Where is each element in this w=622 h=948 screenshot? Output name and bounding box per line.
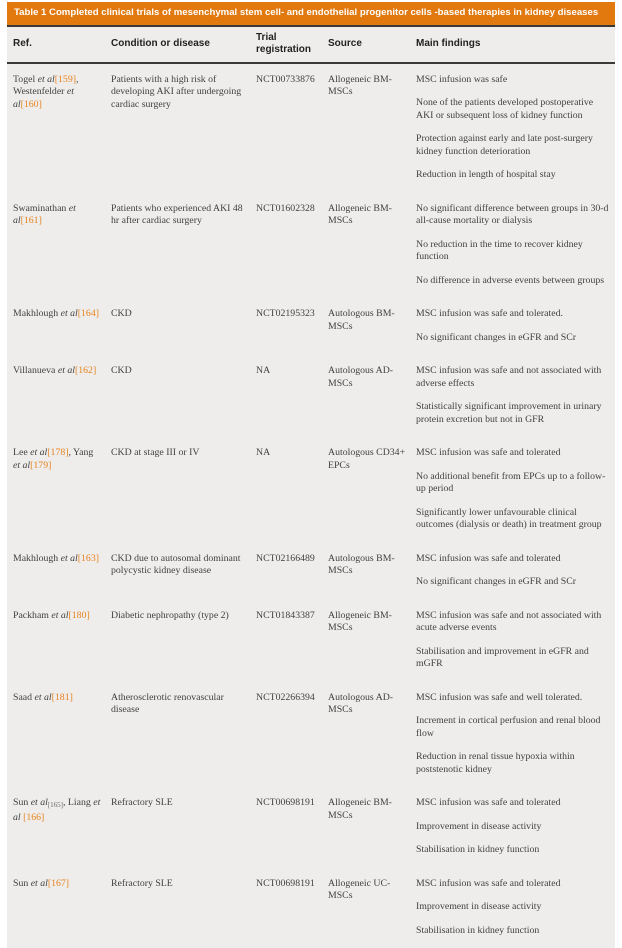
- ref-text: Togel: [13, 74, 38, 85]
- table-row: [7, 64, 615, 193]
- ref-text: Sun: [13, 797, 31, 808]
- condition-cell: CKD: [111, 308, 246, 321]
- citation-link[interactable]: [165]: [48, 801, 63, 809]
- ref-text: et al: [13, 460, 30, 471]
- source-cell: Allogeneic BM-MSCs: [328, 610, 406, 635]
- findings-cell: [416, 308, 609, 355]
- findings-cell: [416, 74, 609, 193]
- finding-item: No significant changes in eGFR and SCr: [416, 576, 609, 589]
- ref-text: et al: [13, 86, 74, 110]
- finding-item: Increment in cortical perfusion and renal blood flow: [416, 715, 609, 740]
- finding-item: Stabilisation and improvement in eGFR and mGFR: [416, 646, 609, 671]
- registration-cell: NCT02166489: [256, 553, 318, 566]
- ref-text: et al: [31, 797, 48, 808]
- ref-text: , Yang: [69, 447, 94, 458]
- ref-text: et al: [13, 203, 76, 227]
- finding-item: Statistically significant improvement in urinary protein excretion but not in GFR: [416, 401, 609, 426]
- finding-item: Stabilisation in kidney function: [416, 844, 609, 857]
- citation-link[interactable]: [163]: [78, 553, 99, 564]
- citation-link[interactable]: [178]: [47, 447, 68, 458]
- finding-item: No significant changes in eGFR and SCr: [416, 332, 609, 345]
- finding-item: Improvement in disease activity: [416, 901, 609, 914]
- findings-cell: [416, 365, 609, 437]
- ref-cell: [13, 553, 101, 566]
- findings-cell: [416, 203, 609, 299]
- table-row: [7, 787, 615, 868]
- citation-link[interactable]: [160]: [21, 99, 42, 110]
- finding-item: No significant difference between groups in 30-d all-cause mortality or dialysis: [416, 203, 609, 228]
- finding-item: No difference in adverse events between groups: [416, 275, 609, 288]
- ref-text: et al: [13, 797, 100, 823]
- citation-link[interactable]: [179]: [30, 460, 51, 471]
- table-row: [7, 868, 615, 948]
- ref-text: Saad: [13, 692, 35, 703]
- table-row: [7, 682, 615, 788]
- column-header-registration: Trial registration: [256, 32, 318, 57]
- source-cell: Autologous AD-MSCs: [328, 365, 406, 390]
- registration-cell: NCT01843387: [256, 610, 318, 623]
- finding-item: Significantly lower unfavourable clinical outcomes (dialysis or death) in treatment group: [416, 507, 609, 532]
- registration-cell: NCT00698191: [256, 797, 318, 810]
- findings-cell: [416, 447, 609, 543]
- finding-item: No reduction in the time to recover kidney function: [416, 239, 609, 264]
- findings-cell: [416, 878, 609, 948]
- source-cell: Allogeneic BM-MSCs: [328, 74, 406, 99]
- condition-cell: CKD due to autosomal dominant polycystic kidney disease: [111, 553, 246, 578]
- finding-item: Stabilisation in kidney function: [416, 925, 609, 938]
- condition-cell: CKD: [111, 365, 246, 378]
- ref-text: Sun: [13, 878, 31, 889]
- source-cell: Allogeneic BM-MSCs: [328, 203, 406, 228]
- ref-cell: [13, 308, 101, 321]
- ref-text: et al: [31, 878, 48, 889]
- finding-item: MSC infusion was safe and tolerated: [416, 447, 609, 460]
- ref-text: et al: [58, 365, 75, 376]
- citation-link[interactable]: [159]: [55, 74, 76, 85]
- citation-link[interactable]: [180]: [69, 610, 90, 621]
- finding-item: MSC infusion was safe and tolerated: [416, 553, 609, 566]
- table-body: [7, 64, 615, 948]
- table-header-row: [7, 25, 615, 64]
- ref-cell: [13, 203, 101, 228]
- table-row: [7, 298, 615, 355]
- registration-cell: NCT00698191: [256, 878, 318, 891]
- finding-item: MSC infusion was safe and tolerated: [416, 878, 609, 891]
- findings-cell: [416, 797, 609, 868]
- ref-text: Villanueva: [13, 365, 58, 376]
- finding-item: Improvement in disease activity: [416, 821, 609, 834]
- table-row: [7, 355, 615, 437]
- condition-cell: Patients who experienced AKI 48 hr after cardiac surgery: [111, 203, 246, 228]
- source-cell: Allogeneic BM-MSCs: [328, 797, 406, 822]
- ref-cell: [13, 610, 101, 623]
- source-cell: Allogeneic UC-MSCs: [328, 878, 406, 903]
- table-row: [7, 437, 615, 543]
- citation-link[interactable]: [162]: [75, 365, 96, 376]
- finding-item: MSC infusion was safe and tolerated: [416, 797, 609, 810]
- citation-link[interactable]: [164]: [78, 308, 99, 319]
- condition-cell: CKD at stage III or IV: [111, 447, 246, 460]
- findings-cell: [416, 692, 609, 788]
- registration-cell: NCT01602328: [256, 203, 318, 216]
- ref-text: et al: [30, 447, 47, 458]
- ref-cell: [13, 74, 101, 112]
- ref-cell: [13, 365, 101, 378]
- finding-item: Reduction in length of hospital stay: [416, 169, 609, 182]
- citation-link[interactable]: [166]: [21, 812, 45, 823]
- finding-item: No additional benefit from EPCs up to a follow-up period: [416, 471, 609, 496]
- ref-text: , Liang: [63, 797, 93, 808]
- column-header-source: Source: [328, 38, 406, 51]
- finding-item: Reduction in renal tissue hypoxia within poststenotic kidney: [416, 751, 609, 776]
- table-row: [7, 193, 615, 299]
- finding-item: Protection against early and late post-surgery kidney function deterioration: [416, 133, 609, 158]
- ref-text: Makhlough: [13, 308, 61, 319]
- ref-text: et al: [61, 308, 78, 319]
- ref-text: et al: [38, 74, 55, 85]
- registration-cell: NA: [256, 447, 318, 460]
- ref-text: Swaminathan: [13, 203, 69, 214]
- citation-link[interactable]: [161]: [21, 215, 42, 226]
- condition-cell: Diabetic nephropathy (type 2): [111, 610, 246, 623]
- condition-cell: Refractory SLE: [111, 797, 246, 810]
- ref-text: et al: [51, 610, 68, 621]
- condition-cell: Atherosclerotic renovascular disease: [111, 692, 246, 717]
- finding-item: MSC infusion was safe: [416, 74, 609, 87]
- condition-cell: Patients with a high risk of developing AKI after undergoing cardiac surgery: [111, 74, 246, 112]
- ref-text: Packham: [13, 610, 51, 621]
- table-title: Table 1 Completed clinical trials of mesenchymal stem cell- and endothelial progenitor cells -based therapies in kidney diseases: [7, 2, 615, 25]
- registration-cell: NCT00733876: [256, 74, 318, 87]
- ref-cell: [13, 692, 101, 705]
- table-row: [7, 543, 615, 600]
- column-header-condition: Condition or disease: [111, 38, 246, 51]
- ref-cell: [13, 797, 101, 824]
- finding-item: MSC infusion was safe and well tolerated.: [416, 692, 609, 705]
- ref-text: et al: [61, 553, 78, 564]
- table-row: [7, 600, 615, 682]
- column-header-findings: Main findings: [416, 38, 609, 51]
- column-header-ref: Ref.: [13, 38, 101, 51]
- ref-cell: [13, 447, 101, 472]
- ref-text: Makhlough: [13, 553, 61, 564]
- source-cell: Autologous AD-MSCs: [328, 692, 406, 717]
- registration-cell: NCT02195323: [256, 308, 318, 321]
- clinical-trials-table: [7, 2, 615, 761]
- finding-item: MSC infusion was safe and not associated with adverse effects: [416, 365, 609, 390]
- ref-text: , Westenfelder: [13, 74, 78, 98]
- citation-link[interactable]: [181]: [52, 692, 73, 703]
- source-cell: Autologous CD34+ EPCs: [328, 447, 406, 472]
- citation-link[interactable]: [167]: [48, 878, 69, 889]
- ref-text: et al: [35, 692, 52, 703]
- findings-cell: [416, 610, 609, 682]
- source-cell: Autologous BM-MSCs: [328, 553, 406, 578]
- finding-item: None of the patients developed postoperative AKI or subsequent loss of kidney function: [416, 97, 609, 122]
- registration-cell: NA: [256, 365, 318, 378]
- ref-text: Lee: [13, 447, 30, 458]
- findings-cell: [416, 553, 609, 600]
- ref-cell: [13, 878, 101, 891]
- registration-cell: NCT02266394: [256, 692, 318, 705]
- condition-cell: Refractory SLE: [111, 878, 246, 891]
- source-cell: Autologous BM-MSCs: [328, 308, 406, 333]
- finding-item: MSC infusion was safe and tolerated.: [416, 308, 609, 321]
- finding-item: MSC infusion was safe and not associated with acute adverse events: [416, 610, 609, 635]
